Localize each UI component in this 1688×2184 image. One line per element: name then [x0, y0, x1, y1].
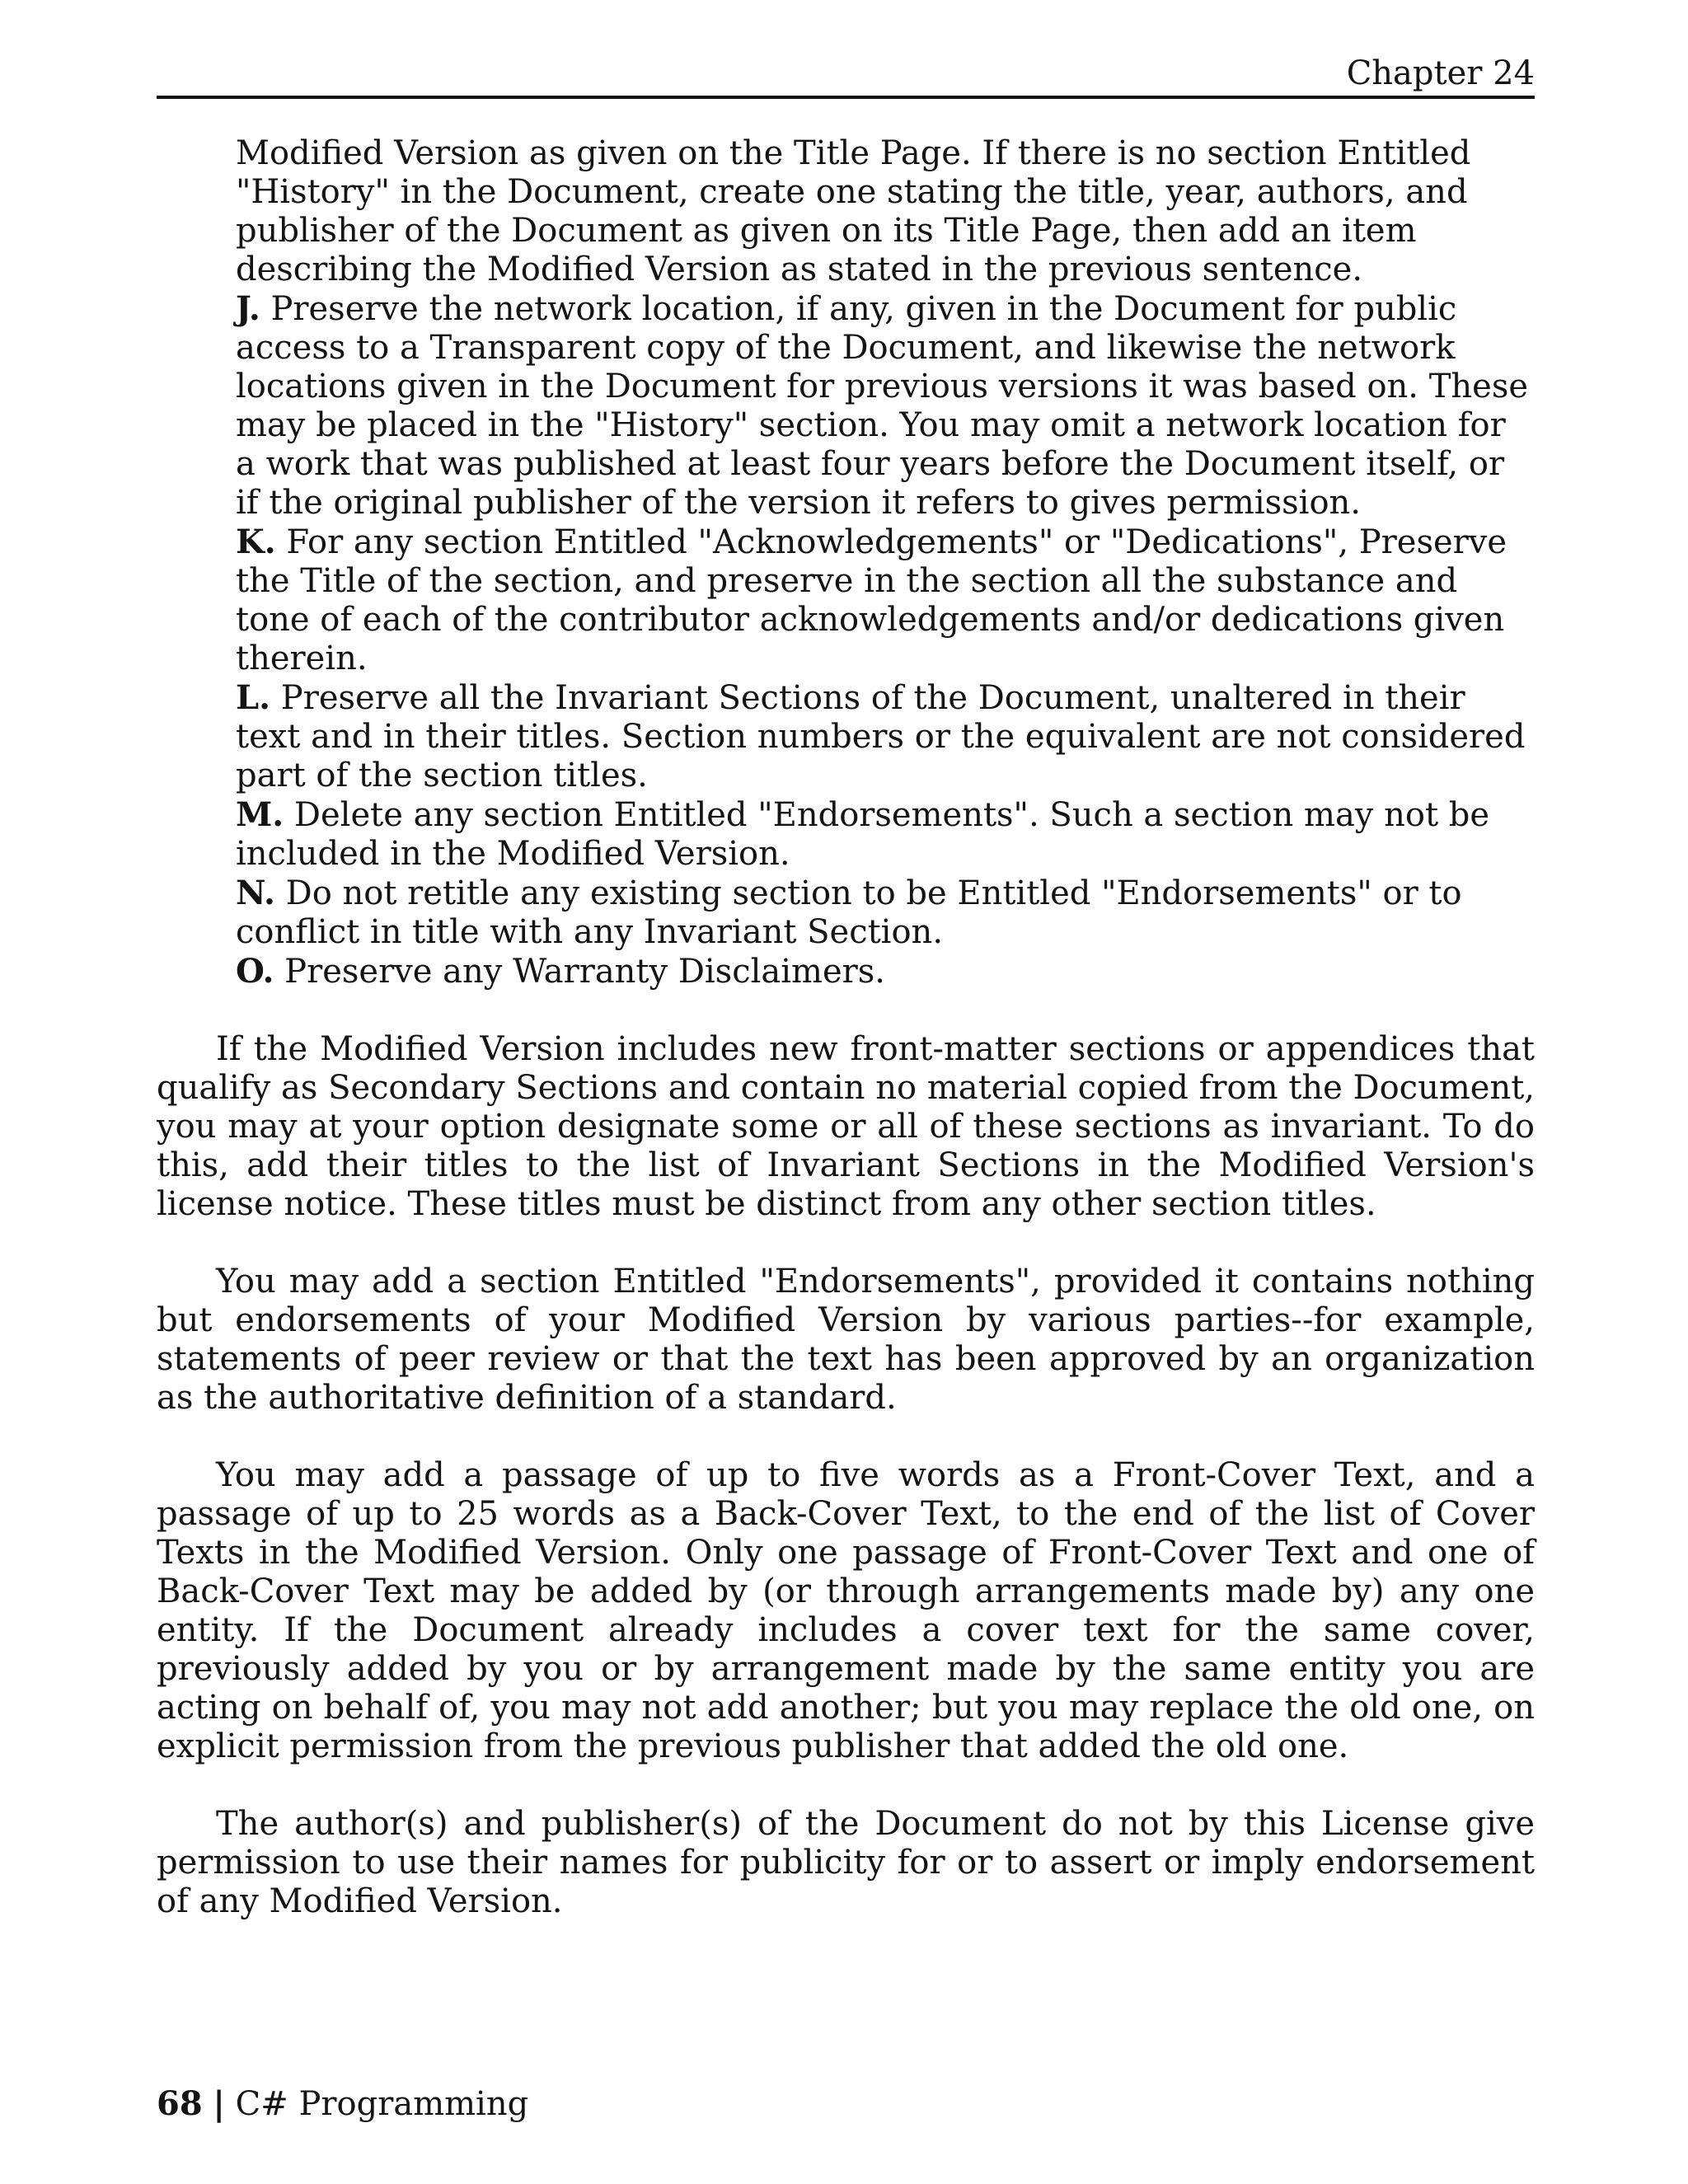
paragraph-cover-texts: You may add a passage of up to five words as a Front-Cover Text, and a passage of up to 25 words as a Back-Cover Text, to the end of the list of Cover Texts in the Modified Version. Only one passage of Front-Cover Text and one of Back-Cover Text may be added by (or through arrangements made by) any one entity. If the Document already includes a cover text for the same cover, previously added by you or by arrangement made by the same entity you are acting on behalf of, you may not add another; but you may replace the old one, on explicit permission from the previous publisher that added the old one. [157, 1456, 1535, 1765]
list-item-m [236, 795, 1535, 874]
page-body [157, 134, 1535, 1921]
list-item-letter: O. [236, 952, 274, 991]
paragraph-endorsements: You may add a section Entitled "Endorsements", provided it contains nothing but endorsements of your Modified Version by various parties--for example, statements of peer review or that the text has been approved by an organization as the authoritative definition of a standard. [157, 1263, 1535, 1417]
chapter-label: Chapter 24 [1346, 54, 1535, 92]
book-title: C# Programming [235, 2085, 529, 2123]
paragraph-secondary-sections: If the Modified Version includes new front-matter sections or appendices that qualify as Secondary Sections and contain no material copied from the Document, you may at your option designate some or all of these sections as invariant. To do this, add their titles to the list of Invariant Sections in the Modified Version's license notice. These titles must be distinct from any other section titles. [157, 1030, 1535, 1223]
list-item-n [236, 874, 1535, 952]
list-item-letter: N. [236, 874, 275, 912]
list-item-continuation: Modified Version as given on the Title Page. If there is no section Entitled "History" in the Document, create one stating the title, year, authors, and publisher of the Document as given on its Title Page, then add an item describing the Modified Version as stated in the previous sentence. [236, 134, 1471, 288]
list-item-letter: M. [236, 795, 284, 834]
list-item-text: Preserve all the Invariant Sections of the Document, unaltered in their text and in their titles. Section numbers or the equivalent are not considered part of the section titles. [236, 679, 1526, 794]
page-header [157, 54, 1535, 99]
footer-separator: | [213, 2084, 225, 2123]
list-item-text: Preserve the network location, if any, given in the Document for public access to a Transparent copy of the Document, and likewise the network locations given in the Document for previous versions it was based on. These may be placed in the "History" section. You may omit a network location for a work that was published at least four years before the Document itself, or if the original publisher of the version it refers to gives permission. [236, 290, 1529, 522]
list-item-o [236, 952, 1535, 991]
page-number: 68 [157, 2084, 203, 2123]
list-item-text: Do not retitle any existing section to be Entitled "Endorsements" or to conflict in title with any Invariant Section. [236, 874, 1462, 951]
list-item-letter: L. [236, 678, 271, 717]
list-item-text: Preserve any Warranty Disclaimers. [284, 953, 886, 991]
list-item-text: Delete any section Entitled "Endorsements". Such a section may not be included in the Modified Version. [236, 796, 1490, 873]
list-item-l [236, 678, 1535, 795]
list-item-text: For any section Entitled "Acknowledgements" or "Dedications", Preserve the Title of the section, and preserve in the section all the substance and tone of each of the contributor acknowledgements and/or dedications given therein. [236, 523, 1507, 677]
paragraph-publicity: The author(s) and publisher(s) of the Document do not by this License give permission to use their names for publicity for or to assert or imply endorsement of any Modified Version. [157, 1805, 1535, 1920]
list-item-k [236, 523, 1535, 678]
list-item-letter: J. [236, 289, 260, 328]
license-conditions-list [157, 134, 1535, 991]
list-item-j [236, 289, 1535, 523]
page-footer [157, 2085, 528, 2123]
list-item-letter: K. [236, 523, 276, 561]
